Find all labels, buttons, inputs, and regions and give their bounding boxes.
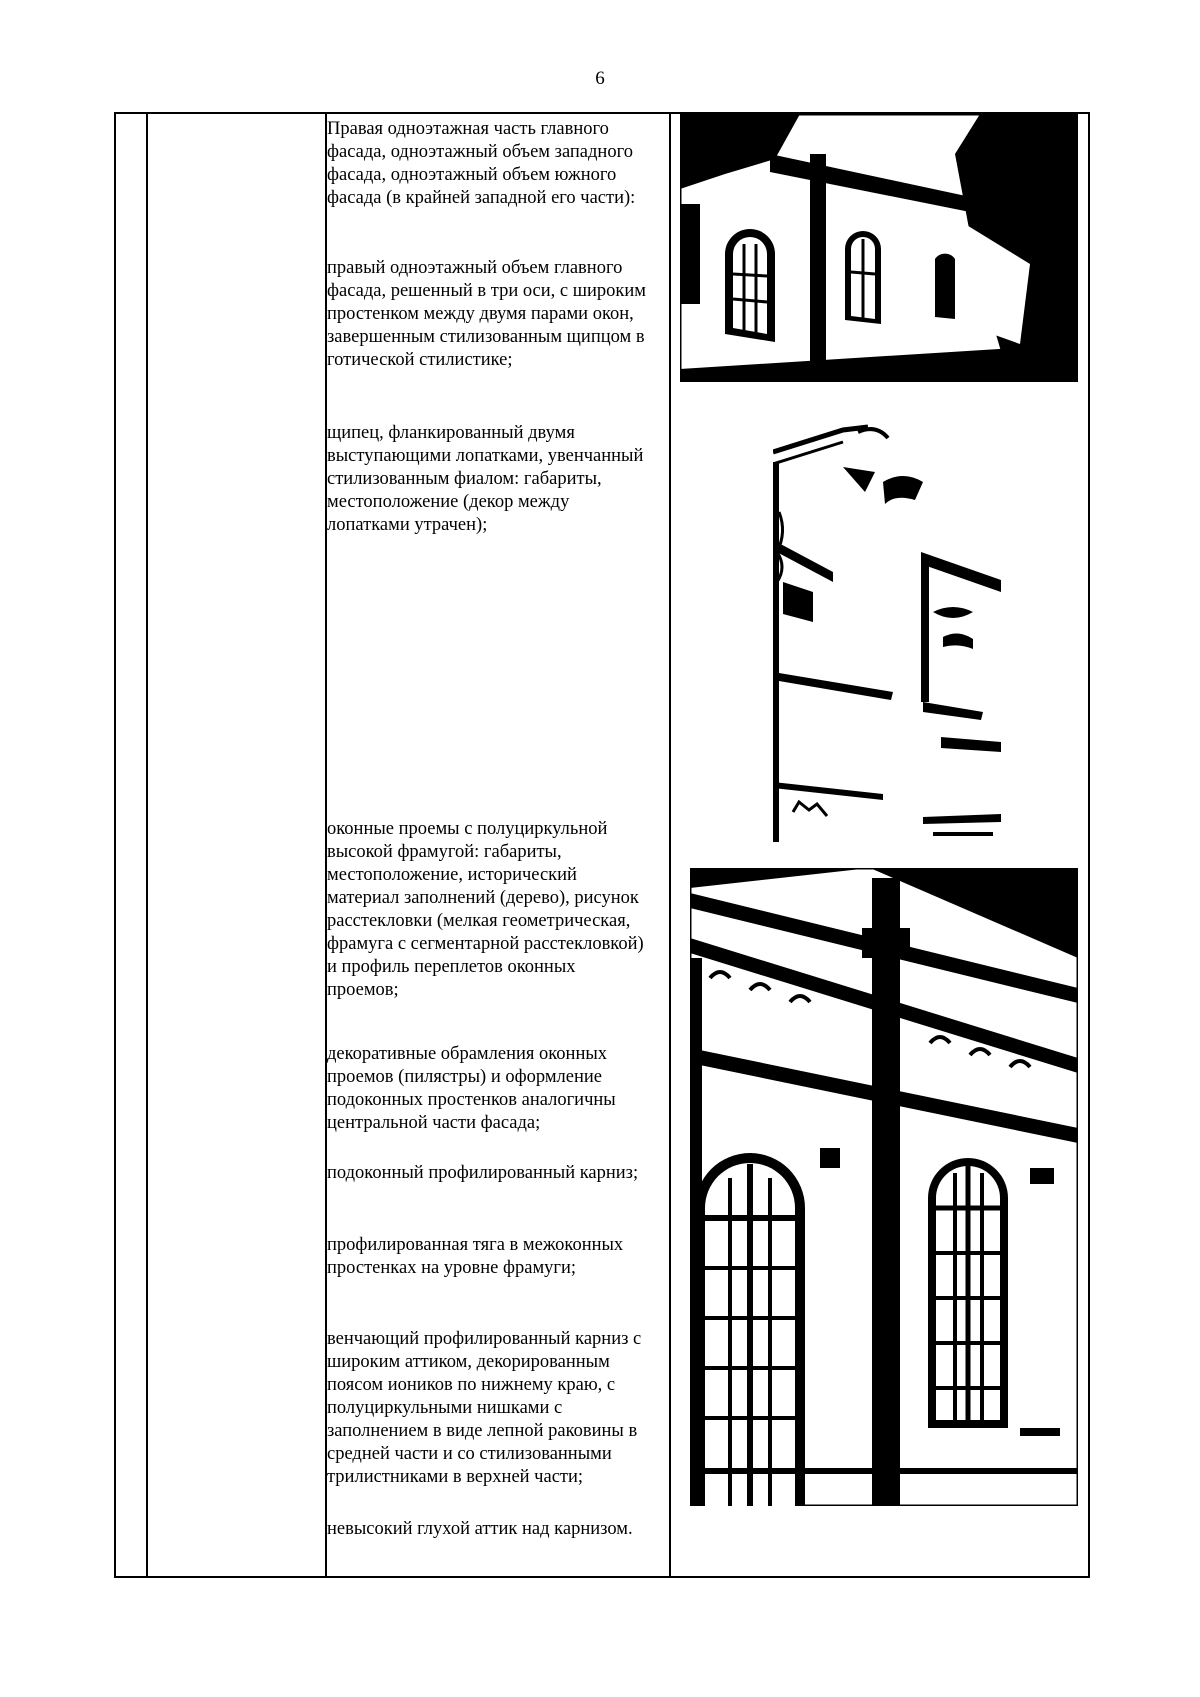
gable-photo — [773, 422, 1001, 846]
description-column — [327, 118, 646, 1576]
description-paragraph: декоративные обрамления оконных проемов (пилястры) и оформление подоконных простенков аналогичны центральной части фасада; — [327, 1044, 616, 1133]
facade-photo — [680, 114, 1078, 382]
description-paragraph: профилированная тяга в межоконных простенках на уровне фрамуги; — [327, 1235, 624, 1278]
description-paragraph: щипец, фланкированный двумя выступающими лопатками, увенчанный стилизованным фиалом: габариты, местоположение (декор между лопатками утрачен); — [327, 423, 644, 535]
description-paragraph: оконные проемы с полуциркульной высокой фрамугой: габариты, местоположение, исторический материал заполнений (дерево), рисунок расстекловки (мелкая геометрическая, фрамуга с сегментарной расстекловкой) и профиль переплетов оконных проемов; — [327, 819, 644, 1000]
windows-photo — [690, 868, 1078, 1506]
description-paragraph: правый одноэтажный объем главного фасада, решенный в три оси, с широким простенком между двумя парами окон, завершенным стилизованным щипцом в готической стилистике; — [327, 258, 646, 370]
description-paragraph: невысокий глухой аттик над карнизом. — [327, 1519, 633, 1539]
description-paragraph: венчающий профилированный карниз с широким аттиком, декорированным поясом иоников по нижнему краю, с полуциркульными нишками с заполнением в виде лепной раковины в средней части и со стилизованными трилистниками в верхней части; — [327, 1329, 642, 1487]
table-column-divider — [669, 114, 671, 1576]
page-number: 6 — [595, 68, 605, 89]
table-column-divider — [146, 114, 148, 1576]
description-paragraph: Правая одноэтажная часть главного фасада, одноэтажный объем западного фасада, одноэтажный объем южного фасада (в крайней западной его части): — [327, 119, 636, 208]
description-paragraph: подоконный профилированный карниз; — [327, 1163, 639, 1183]
